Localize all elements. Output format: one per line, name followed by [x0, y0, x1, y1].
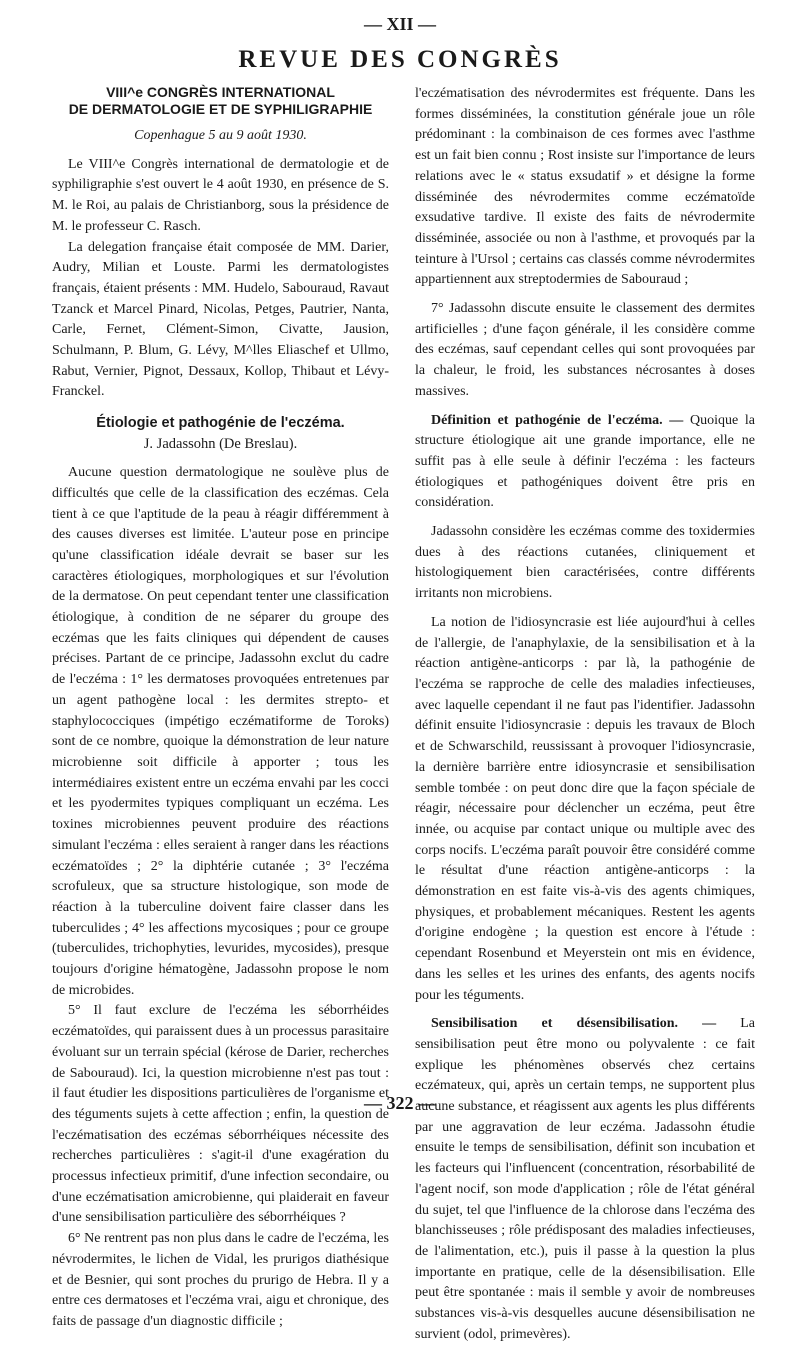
right-column — [415, 84, 755, 1345]
congress-delegation: La delegation française était composée de MM. Darier, Audry, Milian et Louste. Parmi les dermatologistes français, étaient présents : MM. Hudelo, Sabouraud, Ravaut Tzanck et Marcel Pinard, Nicolas, Petges, Pautrier, Nanta, Carle, Fernet, Clément-Simon, Civatte, Jausion, Schulmann, P. Blum, G. Lévy, M^lles Eliaschef et Ullmo, Rabut, Vernier, Pignot, Dessaux, Kollop, Thibaut et Lévy-Franckel. — [52, 239, 389, 400]
definition-text: Quoique la structure étiologique ait une grande importance, elle ne suffit pas à elle seule à définir l'eczéma : les facteurs étiologiques et pathogéniques doivent être pris en considération. — [415, 412, 755, 511]
sensitization-heading: Sensibilisation et désensibilisation. — — [431, 1016, 717, 1032]
paragraph-neurodermites: 6° Ne rentrent pas non plus dans le cadre de l'eczéma, les névrodermites, le lichen de Vidal, les prurigos diathésique et de Besnier, qui sont proches du prurigo de Hebra. Il y a entre ces dermatoses et l'eczéma vrai, aigu et chronique, des faits de passage d'un diagnostic difficile ; — [52, 1231, 389, 1329]
congress-intro: Le VIII^e Congrès international de dermatologie et de syphiligraphie s'est ouvert le 4 août 1930, en présence de S. M. le Roi, au palais de Christianborg, sous la présidence de M. le professeur C. Rasch. — [52, 156, 389, 234]
paragraph-sensibilisation — [415, 1014, 755, 1345]
paragraph-classification: Aucune question dermatologique ne soulève plus de difficultés que celle de la classification des eczémas. Cela tient à ce que l'aptitude de la peau à réagir différemment à des causes diverses est limitée. L'auteur pose en principe qu'une classification idéale devrait se baser sur les caractères étiologiques, morphologiques et sur l'évolution de la dermatose. On peut cependant tenter une classification étiologique, à condition de ne séparer du groupe des eczémas que les faits cliniques qui dépendent de causes précises. Partant de ce principe, Jadassohn exclut du cadre de l'eczéma : 1° les dermatoses provoquées entretenues par un agent pathogène local : les dermites strepto- et staphylococciques (impétigo eczématiforme de Toroks) sont de ce nombre, quoique la démonstration de leur nature microbienne soit difficile à apporter ; tous les intermédiaires existent entre un eczéma envahi par les cocci et les pyodermites typiques compliquant un eczéma. Les toxines microbiennes peuvent produire des réactions simulant l'eczéma : elles seraient à ranger dans les réactions eczématoïdes ; 2° la diphtérie cutanée ; 3° l'eczéma scrofuleux, que sa structure histologique, son mode de réaction à la tuberculine doivent faire classer dans les tuberculides ; 4° les affections mycosiques ; pour ce groupe (tuberculides, trichophyties, levurides, mycosides), presque toujours d'origine hématogène, Jadassohn propose le nom de microbides. — [52, 465, 389, 998]
paragraph-definition — [415, 411, 755, 515]
left-column — [52, 84, 389, 1333]
congress-title-line1: VIII^e CONGRÈS INTERNATIONAL — [106, 84, 335, 100]
article-title: Étiologie et pathogénie de l'eczéma. — [96, 415, 345, 432]
paragraph-seborrheides: 5° Il faut exclure de l'eczéma les séborrhéides eczématoïdes, qui paraissent dues à un processus parasitaire évoluant sur un terrain spécial (kérose de Darier, recherches de Sabouraud). Ici, la question microbienne n'est pas tout : il faut étudier les dispositions particulières de l'organisme et des téguments sujets à cette affection ; enfin, la question de l'eczématisation des eczémas séborrhéiques nécessite des recherches particulières : s'agit-il d'une exagération du processus infectieux primitif, d'une infection secondaire, ou d'une eczématisation amicrobienne, qui plaiderait en faveur d'une sensibilisation particulière des séborrhéiques ? — [52, 1003, 389, 1226]
paragraph-idiosyncrasie: La notion de l'idiosyncrasie est liée aujourd'hui à celles de l'allergie, de l'anaphylaxie, de la sensibilisation et à la réaction antigène-anticorps : par là, la pathogénie de l'eczéma se rapproche de celle des maladies infectieuses, avec laquelle cependant il ne faut pas l'identifier. Jadassohn définit ensuite l'idiosyncrasie : depuis les travaux de Bloch et de Schwarschild, reussissant à provoquer l'idiosyncrasie, la dernière barrière entre idiosyncrasie et sensibilisation semble tombée : on peut donc dire que la façon spéciale de réagir, nécessaire pour déclencher un eczéma, peut être innée, ou acquise par contact unique ou multiple avec des corps nocifs. L'eczéma paraît pouvoir être considéré comme le résultat d'une réaction antigène-anticorps : la démonstration en est faite vis-à-vis des agents chimiques, physiques, et probablement mécaniques. Restent les agents d'origine endogène ; la question est encore à l'étude : cependant Rosenbund et Meyerstein ont mis en évidence, dans les selles et les urines des enfants, des agents nocifs pour les téguments. — [415, 614, 755, 1003]
congress-title-line2: DE DERMATOLOGIE ET DE SYPHILIGRAPHIE — [68, 101, 373, 117]
paragraph-toxidermies: Jadassohn considère les eczémas comme des toxidermies dues à des réactions cutanées, cliniquement et histologiquement bien caractérisées, contre différents irritants non microbiens. — [415, 524, 755, 602]
paragraph-neurodermites-cont: l'eczématisation des névrodermites est fréquente. Dans les formes disséminées, la constitution générale joue un rôle prédominant : la combinaison de ces formes avec l'asthme est un fait bien connu ; Rost insiste sur l'importance de leurs relations avec le « status exsudatif » et désigne la forme disséminée des névrodermites comme eczématoïde exsudative tardive. Il existe des faits de névrodermite disséminée, associée ou non à l'asthme, et provoqués par la teinture à l'Ursol ; certains cas classés comme névrodermites appartiennent aux streptodermies de Sabouraud ; — [415, 86, 755, 288]
sensitization-text: La sensibilisation peut être mono ou polyvalente : ce fait explique les phénomènes observés chez certains eczémateux, qui, après un certain temps, ne supportent plus aucune substance, et réagissent aux agents les plus différents par une aggravation de leur eczéma. Jadassohn étudie ensuite le temps de sensibilisation, définit son incubation et les facteurs qui l'influencent (concentration, résorbabilité de l'agent nocif, son mode d'application ; rôle de l'état général du sujet, tel que l'influence de la chlorose dans l'eczéma des blanchisseuses ; rôle prédisposant des maladies infectieuses, de l'alimentation, etc.), puis il passe à la question la plus importante en pratique, celle de la désensibilisation. Elle peut être spontanée : mais il semble y avoir de nombreuses substances vis-à-vis desquelles aucune désensibilisation ne survient (odol, primevères). — [415, 1016, 755, 1342]
journal-title: REVUE DES CONGRÈS — [238, 46, 562, 73]
congress-place-date: Copenhague 5 au 9 août 1930. — [134, 128, 307, 143]
bottom-folio: — 322 — — [364, 1093, 436, 1113]
paragraph-dermites-artificielles: 7° Jadassohn discute ensuite le classement des dermites artificielles ; d'une façon générale, il les considère comme des eczémas, sauf cependant celles qui sont provoquées par la chaleur, le froid, les substances nécrosantes à doses massives. — [415, 301, 755, 399]
top-folio: — XII — — [363, 14, 436, 34]
article-author: J. Jadassohn (De Breslau). — [143, 436, 298, 453]
definition-heading: Définition et pathogénie de l'eczéma. — — [431, 412, 684, 428]
